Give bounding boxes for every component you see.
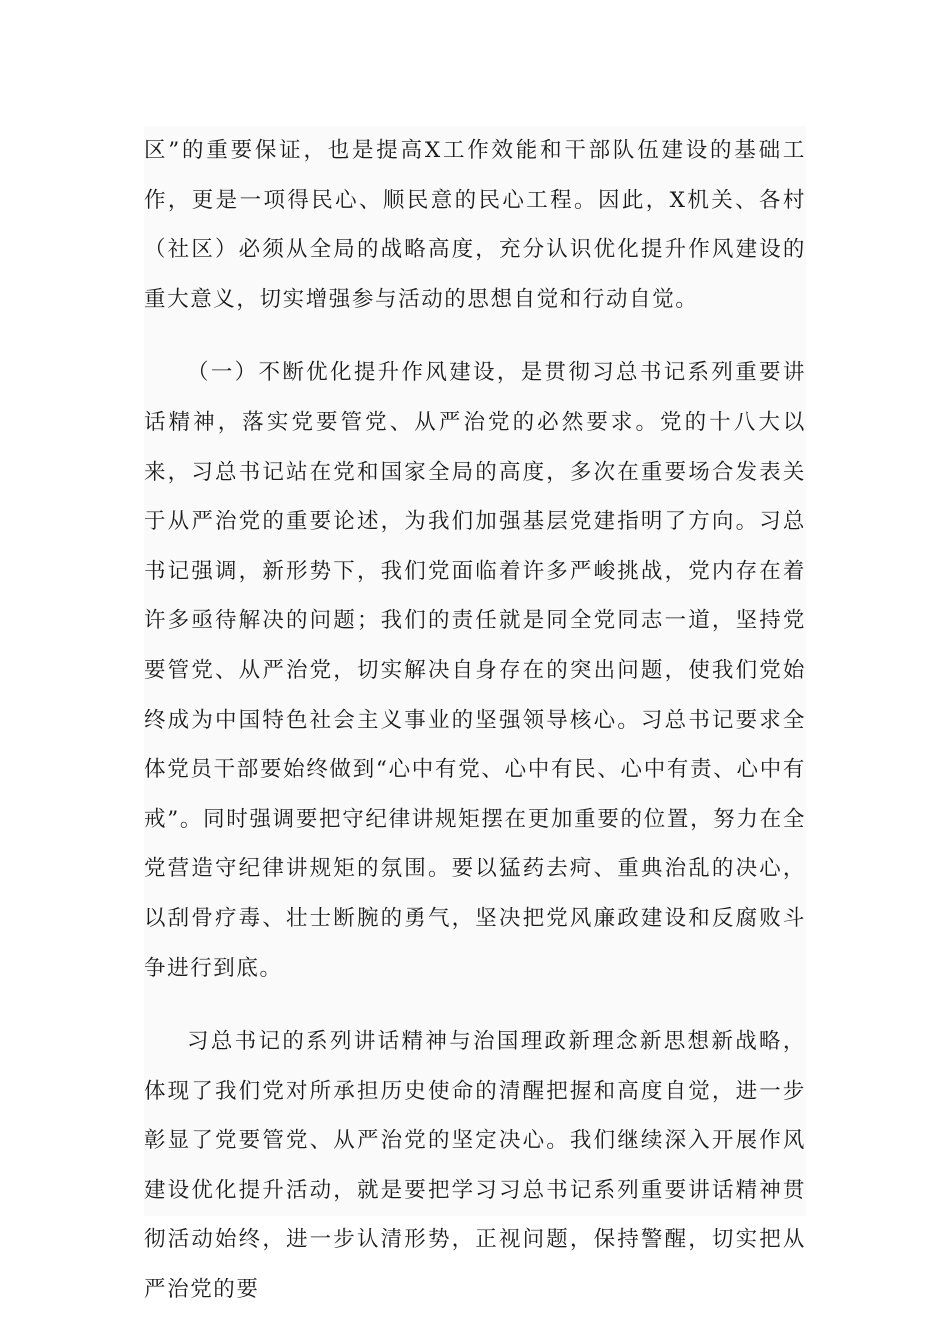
paragraph-section-one: （一）不断优化提升作风建设，是贯彻习总书记系列重要讲话精神，落实党要管党、从严治党的必然要求。党的十八大以来，习总书记站在党和国家全局的高度，多次在重要场合发表关于从严治党的重要论述，为我们加强基层党建指明了方向。习总书记强调，新形势下，我们党面临着许多严峻挑战，党内存在着许多亟待解决的问题；我们的责任就是同全党同志一道，坚持党要管党、从严治党，切实解决自身存在的突出问题，使我们党始终成为中国特色社会主义事业的坚强领导核心。习总书记要求全体党员干部要始终做到“心中有党、心中有民、心中有责、心中有戒”。同时强调要把守纪律讲规矩摆在更加重要的位置，努力在全党营造守纪律讲规矩的氛围。要以猛药去疴、重典治乱的决心，以刮骨疗毒、壮士断腕的勇气，坚决把党风廉政建设和反腐败斗争进行到底。: [144, 360, 806, 981]
paragraph-spacer: [144, 324, 806, 348]
paragraph-continuation: 区”的重要保证，也是提高X工作效能和干部队伍建设的基础工作，更是一项得民心、顺民意的民心工程。因此，X机关、各村（社区）必须从全局的战略高度，充分认识优化提升作风建设的重大意义，切实增强参与活动的思想自觉和行动自觉。: [144, 138, 806, 312]
document-body: [144, 126, 806, 1303]
paragraph-speech-spirit: 习总书记的系列讲话精神与治国理政新理念新思想新战略，体现了我们党对所承担历史使命的清醒把握和高度自觉，进一步彰显了党要管党、从严治党的坚定决心。我们继续深入开展作风建设优化提升活动，就是要把学习习总书记系列重要讲话精神贯彻活动始终，进一步认清形势，正视问题，保持警醒，切实把从严治党的要: [144, 1029, 806, 1303]
paragraph-spacer: [144, 993, 806, 1017]
